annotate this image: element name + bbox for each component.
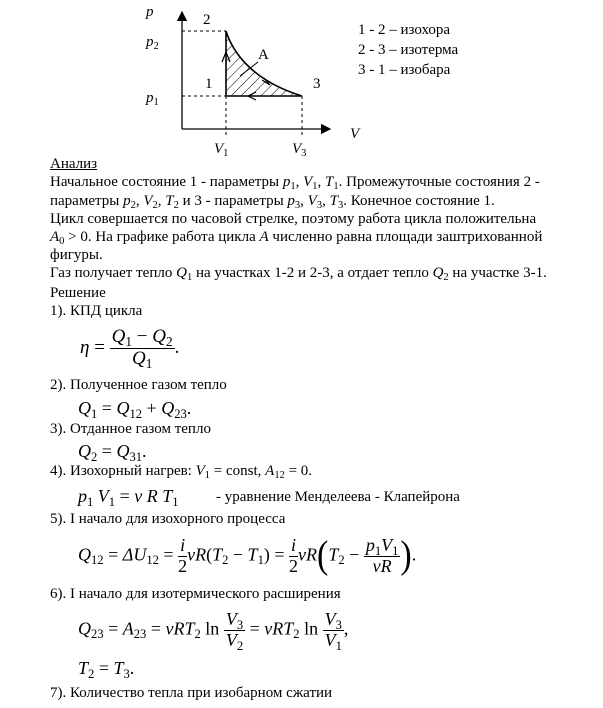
analysis-line-6: Газ получает тепло $Q_1$ на участках 1-2 и 2-3, а отдает тепло $Q_2$ на участке 3-1.: [50, 265, 547, 284]
mendeleev-note: - уравнение Менделеева - Клапейрона: [216, 489, 460, 505]
formula-mendeleev: $p_1$ $V_1 = \nu$ R $T_1$: [78, 486, 179, 509]
tick-v3: $V_3$: [292, 141, 307, 160]
formula-q2: $Q_2 = Q_{31}$.: [78, 441, 147, 464]
analysis-line-2: параметры $p_2$, $V_2$, $T_2$ и 3 - параметры $p_3$, $V_3$, $T_3$. Конечное состояние 1.: [50, 193, 495, 212]
step-1: 1). КПД цикла: [50, 303, 143, 319]
label-point-3: 3: [313, 76, 321, 92]
tick-p2: $p_2$: [146, 34, 159, 53]
analysis-line-1: Начальное состояние 1 - параметры $p_1$, $V_1$, $T_1$. Промежуточные состояния 2 -: [50, 174, 540, 193]
legend-item: 1 - 2 – изохора: [358, 22, 451, 38]
step-5: 5). I начало для изохорного процесса: [50, 511, 286, 527]
analysis-heading: Анализ: [50, 156, 98, 172]
step-3: 3). Отданное газом тепло: [50, 421, 211, 437]
formula-q1: $Q_1 = Q_{12} + Q_{23}$.: [78, 398, 192, 421]
analysis-line-3: Цикл совершается по часовой стрелке, поэтому работа цикла положительна: [50, 211, 537, 227]
axis-v-label: V: [350, 126, 360, 142]
solution-heading: Решение: [50, 285, 106, 301]
step-7: 7). Количество тепла при изобарном сжатии: [50, 685, 333, 701]
axis-p-label: p: [146, 4, 154, 20]
label-point-2: 2: [203, 12, 211, 28]
legend-item: 2 - 3 – изотерма: [358, 42, 459, 58]
formula-q23: $Q_{23} = A_{23} = \nu RT_2$ ln $\frac{V_3}{V_2}$ = νRT$_2$ ln $\frac{V_3}{V_1}$ ,: [78, 609, 349, 653]
analysis-line-5: фигуры.: [50, 247, 103, 263]
step-2: 2). Полученное газом тепло: [50, 377, 227, 393]
analysis-line-4: $A_0 > 0$. На графике работа цикла A численно равна площади заштрихованной: [50, 229, 543, 248]
formula-q12: $Q_{12} = \Delta U_{12}$ = $\frac{i}{2}$ $\nu R(T_2 - T_1)$ = $\frac{i}{2}$ $\nu R(T_2$ − $\frac{p_1V_1}{\nu R}$ ).: [78, 534, 417, 577]
step-6: 6). I начало для изотермического расширения: [50, 586, 341, 602]
formula-t2-t3: $T_2 = T_3$.: [78, 658, 135, 681]
legend: [358, 20, 458, 80]
label-point-1: 1: [205, 76, 213, 92]
label-area-a: A: [258, 47, 269, 63]
step-4: 4). Изохорный нагрев: $V_1$ = const, $A_{12} = 0$.: [50, 463, 313, 482]
tick-p1: $p_1$: [146, 90, 159, 109]
pv-diagram: [130, 0, 370, 165]
formula-efficiency: η = $\frac{Q_1 - Q_2}{Q_1}$ .: [80, 326, 180, 371]
tick-v1: $V_1$: [214, 141, 229, 160]
legend-item: 3 - 1 – изобара: [358, 62, 451, 78]
